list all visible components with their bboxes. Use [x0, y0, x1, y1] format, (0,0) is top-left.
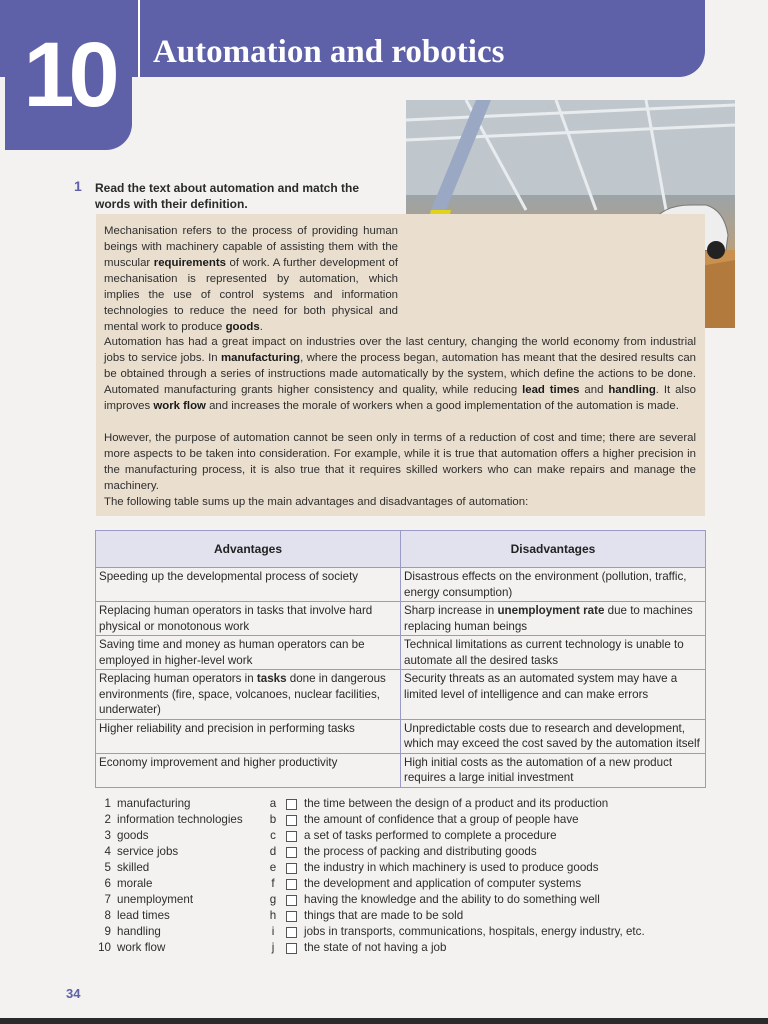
reading-segment-text: However, the purpose of automation cannot be seen only in terms of a reduction of cost and time; there are several more aspects to be taken into consideration. For example, while it is true that automation offers a higher precision in the manufacturing process, it is also true that it requires skilled workers who can make repairs and manage the machinery.	[104, 432, 696, 492]
advantage-cell	[96, 568, 401, 602]
disadvantage-cell	[401, 719, 706, 753]
table-cell-text: Unpredictable costs due to research and development, which may exceed the cost saved by the automation itself	[404, 721, 700, 750]
table-body	[96, 568, 706, 788]
answer-checkbox[interactable]	[286, 911, 297, 922]
table-row	[96, 719, 706, 753]
definition-text: the time between the design of a product and its production	[304, 797, 609, 810]
word-term: lead times	[117, 909, 170, 922]
word-number: 9	[104, 925, 111, 938]
word-term: information technologies	[117, 813, 243, 826]
word-term: morale	[117, 877, 153, 890]
table-cell-text: Saving time and money as human operators can be employed in higher-level work	[99, 638, 365, 667]
page-bottom-edge	[0, 1018, 768, 1024]
word-number: 4	[104, 845, 111, 858]
list-item	[95, 924, 265, 940]
definition-letter: b	[269, 813, 277, 826]
word-term: goods	[117, 829, 149, 842]
definition-letter: a	[269, 797, 277, 810]
table-cell-text: Economy improvement and higher productivity	[99, 755, 338, 769]
list-item	[95, 940, 265, 956]
reading-segment-keyword: goods	[225, 321, 260, 333]
page-number: 34	[66, 986, 81, 1001]
definition-letter: c	[270, 829, 276, 842]
word-term: unemployment	[117, 893, 194, 906]
word-number: 8	[104, 909, 111, 922]
matching-checkbox-list	[286, 796, 302, 956]
word-term: service jobs	[117, 845, 179, 858]
table-row	[96, 636, 706, 670]
reading-segment-text: . It also improves	[104, 384, 696, 412]
answer-box-wrap	[286, 908, 302, 924]
answer-box-wrap	[286, 924, 302, 940]
table-cell-text: Higher reliability and precision in performing tasks	[99, 721, 355, 735]
reading-segment-text: and increases the morale of workers when a good implementation of the automation is made.	[205, 400, 679, 412]
exercise-number: 1	[74, 178, 82, 194]
word-number: 3	[104, 829, 111, 842]
answer-box-wrap	[286, 940, 302, 956]
word-number: 1	[104, 797, 111, 810]
word-number: 6	[104, 877, 111, 890]
answer-box-wrap	[286, 860, 302, 876]
reading-segment-text: Automation has had a great impact on industries over the last century, changing the world economy from industrial jobs to service jobs. In	[104, 336, 696, 364]
answer-checkbox[interactable]	[286, 831, 297, 842]
matching-definition-list	[304, 796, 724, 956]
disadvantage-cell	[401, 670, 706, 720]
table-header-disadvantages: Disadvantages	[401, 531, 706, 568]
answer-box-wrap	[286, 796, 302, 812]
word-number: 2	[104, 813, 111, 826]
reading-segment-text: .	[259, 321, 263, 333]
list-item	[95, 876, 265, 892]
chapter-title: Automation and robotics	[153, 34, 505, 70]
reading-paragraph-1	[104, 223, 398, 335]
list-item	[95, 908, 265, 924]
advantage-cell	[96, 636, 401, 670]
disadvantage-cell	[401, 636, 706, 670]
advantage-cell	[96, 602, 401, 636]
word-term: work flow	[117, 941, 166, 954]
advantage-cell	[96, 753, 401, 787]
table-cell-keyword: unemployment rate	[497, 604, 605, 617]
table-row	[96, 568, 706, 602]
list-item	[95, 844, 265, 860]
table-cell-text: due to machines replacing human beings	[404, 604, 693, 633]
word-number: 10	[98, 941, 111, 954]
answer-checkbox[interactable]	[286, 847, 297, 858]
table-cell-text: done in dangerous environments (fire, space, volcanoes, nuclear facilities, underwater)	[99, 672, 386, 716]
reading-segment-text: , where the process began, automation has meant that the desired results can be obtained through a series of instructions made automatically by the system, which define the actions to be done. Automated manufacturing grants higher consistency and quality, while reducing	[104, 352, 696, 396]
answer-checkbox[interactable]	[286, 895, 297, 906]
table-cell-text: Replacing human operators in tasks that involve hard physical or monotonous work	[99, 604, 373, 633]
word-term: skilled	[117, 861, 150, 874]
definition-letter: f	[271, 877, 275, 890]
reading-segment-text: The following table sums up the main advantages and disadvantages of automation:	[104, 496, 529, 508]
definition-text: the state of not having a job	[304, 941, 447, 954]
table-row	[96, 602, 706, 636]
table-cell-text: Technical limitations as current technology is unable to automate all the desired tasks	[404, 638, 684, 667]
answer-box-wrap	[286, 892, 302, 908]
answer-checkbox[interactable]	[286, 879, 297, 890]
chapter-number: 10	[5, 0, 132, 150]
list-item	[95, 796, 265, 812]
definition-text: the process of packing and distributing goods	[304, 845, 537, 858]
definition-letter: d	[269, 845, 277, 858]
answer-box-wrap	[286, 876, 302, 892]
definition-letter: g	[269, 893, 277, 906]
table-row	[96, 670, 706, 720]
definition-letter: e	[269, 861, 277, 874]
definition-text: having the knowledge and the ability to do something well	[304, 893, 600, 906]
reading-paragraph-3	[104, 430, 696, 494]
reading-segment-text: Mechanisation refers to the process of providing human beings with machinery capable of assisting them with the muscular	[104, 225, 398, 269]
table-cell-text: Security threats as an automated system may have a limited level of intelligence and can make errors	[404, 672, 678, 701]
advantage-cell	[96, 719, 401, 753]
table-cell-text: High initial costs as the automation of a new product requires a large initial investment	[404, 755, 673, 784]
reading-segment-keyword: manufacturing	[220, 352, 301, 364]
answer-box-wrap	[286, 828, 302, 844]
table-cell-keyword: tasks	[256, 672, 287, 685]
definition-text: things that are made to be sold	[304, 909, 464, 922]
reading-segment-keyword: work flow	[153, 400, 206, 412]
advantages-disadvantages-table	[95, 530, 706, 788]
disadvantage-cell	[401, 568, 706, 602]
reading-segment-keyword: handling	[608, 384, 656, 396]
word-number: 7	[104, 893, 111, 906]
list-item	[95, 828, 265, 844]
advantage-cell	[96, 670, 401, 720]
chapter-divider	[138, 0, 140, 77]
table-row	[96, 753, 706, 787]
reading-paragraph-4	[104, 494, 696, 510]
definition-text: the industry in which machinery is used to produce goods	[304, 861, 599, 874]
word-term: manufacturing	[117, 797, 191, 810]
answer-checkbox[interactable]	[286, 943, 297, 954]
answer-checkbox[interactable]	[286, 927, 297, 938]
exercise-instruction: Read the text about automation and match the words with their definition.	[95, 181, 360, 211]
disadvantage-cell	[401, 602, 706, 636]
word-number: 5	[104, 861, 111, 874]
definition-letter: i	[271, 925, 275, 938]
reading-segment-keyword: lead times	[522, 384, 580, 396]
definition-letter: h	[269, 909, 277, 922]
answer-box-wrap	[286, 812, 302, 828]
definition-text: the development and application of computer systems	[304, 877, 582, 890]
answer-box-wrap	[286, 844, 302, 860]
table-cell-text: Replacing human operators in	[99, 672, 257, 685]
definition-text: a set of tasks performed to complete a procedure	[304, 829, 557, 842]
matching-letter-list	[266, 796, 280, 956]
list-item	[95, 812, 265, 828]
table-header-advantages: Advantages	[96, 531, 401, 568]
matching-word-list	[95, 796, 265, 956]
answer-checkbox[interactable]	[286, 799, 297, 810]
table-cell-text: Sharp increase in	[404, 604, 498, 617]
definition-letter: j	[271, 941, 275, 954]
definition-text: the amount of confidence that a group of people have	[304, 813, 579, 826]
reading-segment-text: of work. A further development of mechanisation is represented by automation, which implies the use of control systems and information technologies to reduce the need for both physical and mental work to produce	[104, 257, 399, 333]
reading-segment-text: and	[579, 384, 609, 396]
reading-paragraph-2	[104, 334, 696, 414]
word-term: handling	[117, 925, 161, 938]
list-item	[95, 892, 265, 908]
reading-segment-keyword: requirements	[153, 257, 226, 269]
table-cell-text: Speeding up the developmental process of society	[99, 570, 359, 583]
table-header-row	[96, 531, 706, 568]
list-item	[95, 860, 265, 876]
definition-text: jobs in transports, communications, hospitals, energy industry, etc.	[304, 925, 645, 938]
answer-checkbox[interactable]	[286, 863, 297, 874]
disadvantage-cell	[401, 753, 706, 787]
answer-checkbox[interactable]	[286, 815, 297, 826]
table-cell-text: Disastrous effects on the environment (pollution, traffic, energy consumption)	[404, 570, 687, 599]
